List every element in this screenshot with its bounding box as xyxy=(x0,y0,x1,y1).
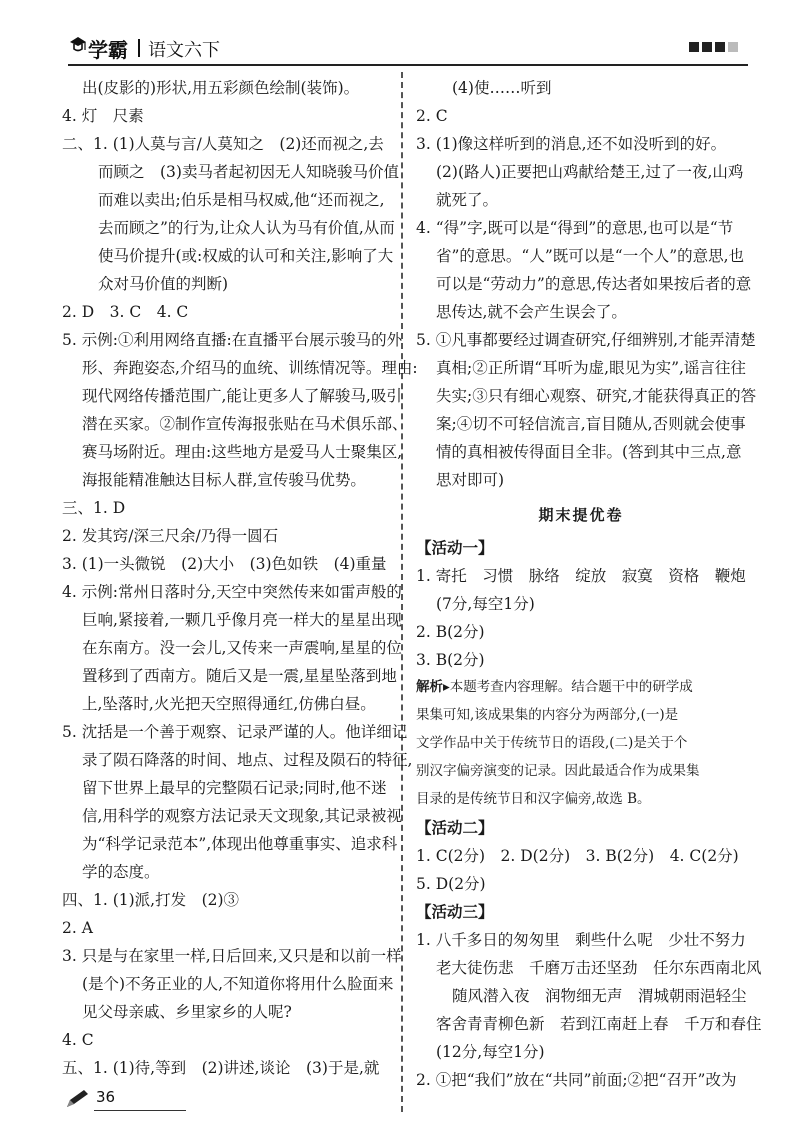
answer-line: 4. 灯 尺素 xyxy=(62,107,144,125)
answer-line: (12分,每空1分) xyxy=(436,1043,545,1061)
answer-line: 录了陨石降落的时间、地点、过程及陨石的特征, xyxy=(82,751,413,769)
activity-2-answers: 5. D(2分) xyxy=(416,875,486,893)
activity-1-heading: 【活动一】 xyxy=(416,539,494,557)
page-number: 36 xyxy=(96,1088,116,1106)
answer-line: 4. 示例:常州日落时分,天空中突然传来如雷声般的 xyxy=(62,583,402,601)
answer-line: 四、1. (1)派,打发 (2)③ xyxy=(62,891,240,909)
answer-line: 二、1. (1)人莫与言/人莫知之 (2)还而视之,去 xyxy=(62,135,384,153)
header-separator xyxy=(138,39,140,57)
page-header xyxy=(68,26,748,66)
answer-line: 3. (1)像这样听到的消息,还不如没听到的好。 xyxy=(416,135,727,153)
answer-line: 4. “得”字,既可以是“得到”的意思,也可以是“节 xyxy=(416,219,734,237)
activity-3-heading: 【活动三】 xyxy=(416,903,494,921)
answer-line: 4. C xyxy=(62,1031,94,1049)
left-column xyxy=(62,74,418,1082)
analysis-line: 别汉字偏旁演变的记录。因此最适合作为成果集 xyxy=(416,763,700,779)
answer-line: 现代网络传播范围广,能让更多人了解骏马,吸引 xyxy=(82,387,402,405)
answer-line: 而顾之 (3)卖马者起初因无人知晓骏马价值 xyxy=(98,163,399,181)
answer-line: 5. 示例:①利用网络直播:在直播平台展示骏马的外 xyxy=(62,331,403,349)
answer-line: 置移到了西南方。随后又是一震,星星坠落到地 xyxy=(82,667,397,685)
pencil-icon xyxy=(64,1088,92,1110)
answer-line: 赛马场附近。理由:这些地方是爱马人士聚集区, xyxy=(82,443,403,461)
exam-title: 期末提优卷 xyxy=(538,506,624,524)
answer-line: 思传达,就不会产生误会了。 xyxy=(436,303,627,321)
answer-line: (是个)不务正业的人,不知道你将用什么脸面来 xyxy=(82,975,394,993)
header-decoration-blocks xyxy=(689,42,738,52)
answer-line: 5. 沈括是一个善于观察、记录严谨的人。他详细记 xyxy=(62,723,408,741)
answer-line: 思对即可) xyxy=(436,471,505,489)
answer-line: 2. D 3. C 4. C xyxy=(62,303,189,321)
answer-line: 使马价提升(或:权威的认可和关注,影响了大 xyxy=(98,247,394,265)
answer-line: 老大徒伤悲 千磨万击还坚劲 任尔东西南北风 xyxy=(436,959,762,977)
answer-line: 学的态度。 xyxy=(82,863,160,881)
answer-line: 上,坠落时,火光把天空照得通红,仿佛白昼。 xyxy=(82,695,376,713)
activity-1-q3: 3. B(2分) xyxy=(416,651,485,669)
answer-line: 形、奔跑姿态,介绍马的血统、训练情况等。理由: xyxy=(82,359,418,377)
answer-line: 客舍青青柳色新 若到江南赶上春 千万和春住 xyxy=(436,1015,762,1033)
answer-line: 三、1. D xyxy=(62,499,126,517)
activity-1-q2: 2. B(2分) xyxy=(416,623,485,641)
activity-1-q1-score: (7分,每空1分) xyxy=(436,595,535,613)
page-footer xyxy=(64,1084,184,1114)
answer-line: (2)(路人)正要把山鸡献给楚王,过了一夜,山鸡 xyxy=(436,163,744,181)
answer-line: 2. C xyxy=(416,107,448,125)
answer-line: 就死了。 xyxy=(436,191,499,209)
answer-line: 去而顾之”的行为,让众人认为马有价值,从而 xyxy=(98,219,395,237)
analysis-label: 解析▸ xyxy=(416,679,450,695)
answer-line: 在东南方。没一会儿,又传来一声震响,星星的位 xyxy=(82,639,402,657)
analysis-line: 解析▸本题考查内容理解。结合题干中的研学成 xyxy=(416,679,693,695)
analysis-line: 文学作品中关于传统节日的语段,(二)是关于个 xyxy=(416,735,688,751)
answer-line: 为“科学记录范本”,体现出他尊重事实、追求科 xyxy=(82,835,398,853)
activity-2-answers: 1. C(2分) 2. D(2分) 3. B(2分) 4. C(2分) xyxy=(416,847,739,865)
answer-line: 巨响,紧接着,一颗几乎像月亮一样大的星星出现 xyxy=(82,611,402,629)
answer-line: 失实;③只有细心观察、研究,才能获得真正的答 xyxy=(436,387,757,405)
activity-2-heading: 【活动二】 xyxy=(416,819,494,837)
answer-line: 案;④切不可轻信流言,盲目随从,否则就会使事 xyxy=(436,415,746,433)
subject-title: 语文六下 xyxy=(148,40,220,61)
answer-line: 而难以卖出;伯乐是相马权威,他“还而视之, xyxy=(98,191,385,209)
answer-line: 情的真相被传得面目全非。(答到其中三点,意 xyxy=(436,443,742,461)
answer-line: 随风潜入夜 润物细无声 渭城朝雨浥轻尘 xyxy=(452,987,747,1005)
answer-line: 真相;②正所谓“耳听为虚,眼见为实”,谣言往往 xyxy=(436,359,746,377)
answer-line: 五、1. (1)待,等到 (2)讲述,谈论 (3)于是,就 xyxy=(62,1059,380,1077)
answer-line: 5. ①凡事都要经过调查研究,仔细辨别,才能弄清楚 xyxy=(416,331,756,349)
answer-line: 众对马价值的判断) xyxy=(98,275,229,293)
answer-line: (4)使……听到 xyxy=(452,79,552,97)
answer-line: 省”的意思。“人”既可以是“一个人”的意思,也 xyxy=(436,247,745,265)
analysis-line: 果集可知,该成果集的内容分为两部分,(一)是 xyxy=(416,707,679,723)
answer-line: 2. A xyxy=(62,919,93,937)
answer-line: 可以是“劳动力”的意思,传达者如果按后者的意 xyxy=(436,275,752,293)
answer-line: 留下世界上最早的完整陨石记录;同时,他不迷 xyxy=(82,779,387,797)
brand-name: 学霸 xyxy=(88,38,128,62)
answer-line: 海报能精准触达目标人群,宣传骏马优势。 xyxy=(82,471,366,489)
answer-line: 2. 发其窍/深三尺余/乃得一圆石 xyxy=(62,527,279,545)
header-rule xyxy=(68,64,748,66)
answer-line: 出(皮影的)形状,用五彩颜色绘制(装饰)。 xyxy=(82,79,360,97)
right-top-answers xyxy=(416,74,757,494)
activity-1-q1: 1. 寄托 习惯 脉络 绽放 寂寞 资格 鞭炮 xyxy=(416,567,746,585)
analysis-line: 目录的是传统节日和汉字偏旁,故选 B。 xyxy=(416,791,651,807)
answer-line: 见父母亲戚、乡里家乡的人呢? xyxy=(82,1003,292,1021)
answer-line: 3. (1)一头微锐 (2)大小 (3)色如铁 (4)重量 xyxy=(62,555,387,573)
answer-line: 2. ①把“我们”放在“共同”前面;②把“召开”改为 xyxy=(416,1071,737,1089)
answer-line: 潜在买家。②制作宣传海报张贴在马术俱乐部、 xyxy=(82,415,408,433)
activity-3-answers xyxy=(416,926,762,1094)
footer-rule xyxy=(94,1110,186,1111)
answer-line: 1. 八千多日的匆匆里 剩些什么呢 少壮不努力 xyxy=(416,931,746,949)
answer-line: 3. 只是与在家里一样,日后回来,又只是和以前一样 xyxy=(62,947,402,965)
answer-line: 信,用科学的观察方法记录天文现象,其记录被视 xyxy=(82,807,402,825)
analysis-block xyxy=(416,674,746,814)
right-column xyxy=(416,74,762,1094)
mortarboard-logo-icon xyxy=(68,32,88,56)
